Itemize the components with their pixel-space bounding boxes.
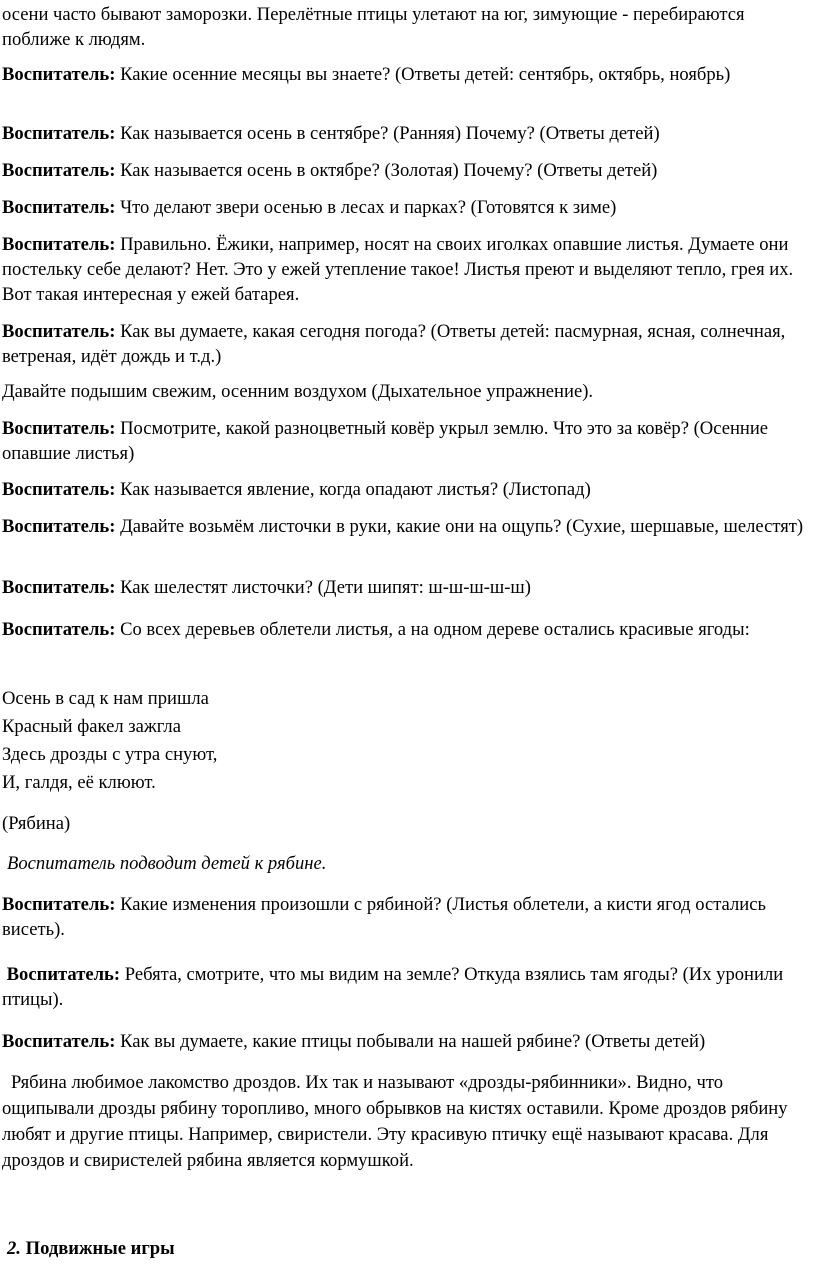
dialogue-text: Как вы думаете, какая сегодня погода? (Ответы детей: пасмурная, ясная, солнечная, ветреная, идёт дождь и т.д.) [2, 321, 786, 367]
dialogue-text: Как называется осень в октябре? (Золотая) Почему? (Ответы детей) [120, 160, 658, 181]
speaker-label: Воспитатель: [2, 516, 116, 537]
speaker-label: Воспитатель: [2, 1031, 116, 1052]
breathing-exercise: Давайте подышим свежим, осенним воздухом (Дыхательное упражнение). [2, 381, 594, 402]
section-title: Подвижные игры [25, 1238, 175, 1259]
speaker-label: Воспитатель: [2, 123, 116, 144]
dialogue-carpet [2, 416, 810, 466]
speaker-label: Воспитатель: [2, 160, 116, 181]
dialogue-berries [2, 617, 810, 643]
dialogue-text: Давайте возьмём листочки в руки, какие они на ощупь? (Сухие, шершавые, шелестят) [120, 516, 804, 537]
dialogue-text: Как называется осень в сентябре? (Ранняя) Почему? (Ответы детей) [120, 123, 660, 144]
speaker-label: Воспитатель: [2, 894, 116, 915]
dialogue-weather [2, 319, 810, 369]
opening-paragraph: осени часто бывают заморозки. Перелётные птицы улетают на юг, зимующие - перебираются поближе к людям. [2, 4, 745, 50]
speaker-label: Воспитатель: [2, 321, 116, 342]
dialogue-text: Какие осенние месяцы вы знаете? (Ответы детей: сентябрь, октябрь, ноябрь) [120, 64, 731, 85]
speaker-label: Воспитатель: [2, 197, 116, 218]
dialogue-text: Со всех деревьев облетели листья, а на одном дереве остались красивые ягоды: [120, 619, 750, 640]
dialogue-leaf-fall [2, 477, 810, 502]
riddle-answer: (Рябина) [2, 813, 71, 834]
section-number: 2. [7, 1238, 21, 1259]
speaker-label: Воспитатель: [2, 479, 116, 500]
dialogue-which-birds [2, 1029, 810, 1054]
speaker-label: Воспитатель: [2, 577, 116, 598]
poem-line: Красный факел зажгла [2, 716, 181, 737]
stage-direction: Воспитатель подводит детей к рябине. [7, 853, 327, 874]
speaker-label: Воспитатель: [2, 64, 116, 85]
dialogue-rowan-changes [2, 892, 810, 942]
riddle-poem [2, 685, 810, 797]
dialogue-touch [2, 514, 810, 539]
poem-line: Здесь дрозды с утра снуют, [2, 744, 218, 765]
dialogue-rustle [2, 575, 810, 600]
dialogue-september [2, 121, 810, 146]
dialogue-text: Посмотрите, какой разноцветный ковёр укрыл землю. Что это за ковёр? (Осенние опавшие листья) [2, 418, 769, 464]
dialogue-text: Как называется явление, когда опадают листья? (Листопад) [120, 479, 591, 500]
section-heading [7, 1236, 815, 1261]
dialogue-text: Как вы думаете, какие птицы побывали на нашей рябине? (Ответы детей) [120, 1031, 706, 1052]
dialogue-text: Какие изменения произошли с рябиной? (Листья облетели, а кисти ягод остались висеть). [2, 894, 766, 940]
speaker-label: Воспитатель: [2, 234, 116, 255]
dialogue-ground-berries [2, 962, 810, 1012]
dialogue-animals [2, 195, 810, 220]
dialogue-text: Ребята, смотрите, что мы видим на земле? Откуда взялись там ягоды? (Их уронили птицы). [2, 964, 784, 1010]
speaker-label: Воспитатель: [6, 964, 121, 985]
dialogue-hedgehogs [2, 232, 810, 307]
dialogue-text: Что делают звери осенью в лесах и парках? (Готовятся к зиме) [120, 197, 617, 218]
dialogue-months [2, 62, 810, 87]
dialogue-october [2, 158, 810, 183]
rowan-narrative: Рябина любимое лакомство дроздов. Их так и называют «дрозды-рябинники». Видно, что ощипывали дрозды рябину торопливо, много обрывков на кистях оставили. Кроме дроздов рябину любят и другие птицы. Например, свиристели. Эту красивую птичку ещё называют красава. Для дроздов и свиристелей рябина является кормушкой. [2, 1072, 788, 1171]
speaker-label: Воспитатель: [2, 418, 116, 439]
poem-line: Осень в сад к нам пришла [2, 688, 209, 709]
poem-line: И, галдя, её клюют. [2, 772, 156, 793]
dialogue-text: Правильно. Ёжики, например, носят на своих иголках опавшие листья. Думаете они постельку себе делают? Нет. Это у ежей утепление такое! Листья преют и выделяют тепло, грея их. Вот такая интересная у ежей батарея. [2, 234, 794, 305]
dialogue-text: Как шелестят листочки? (Дети шипят: ш-ш-ш-ш-ш) [120, 577, 531, 598]
speaker-label: Воспитатель: [2, 619, 116, 640]
